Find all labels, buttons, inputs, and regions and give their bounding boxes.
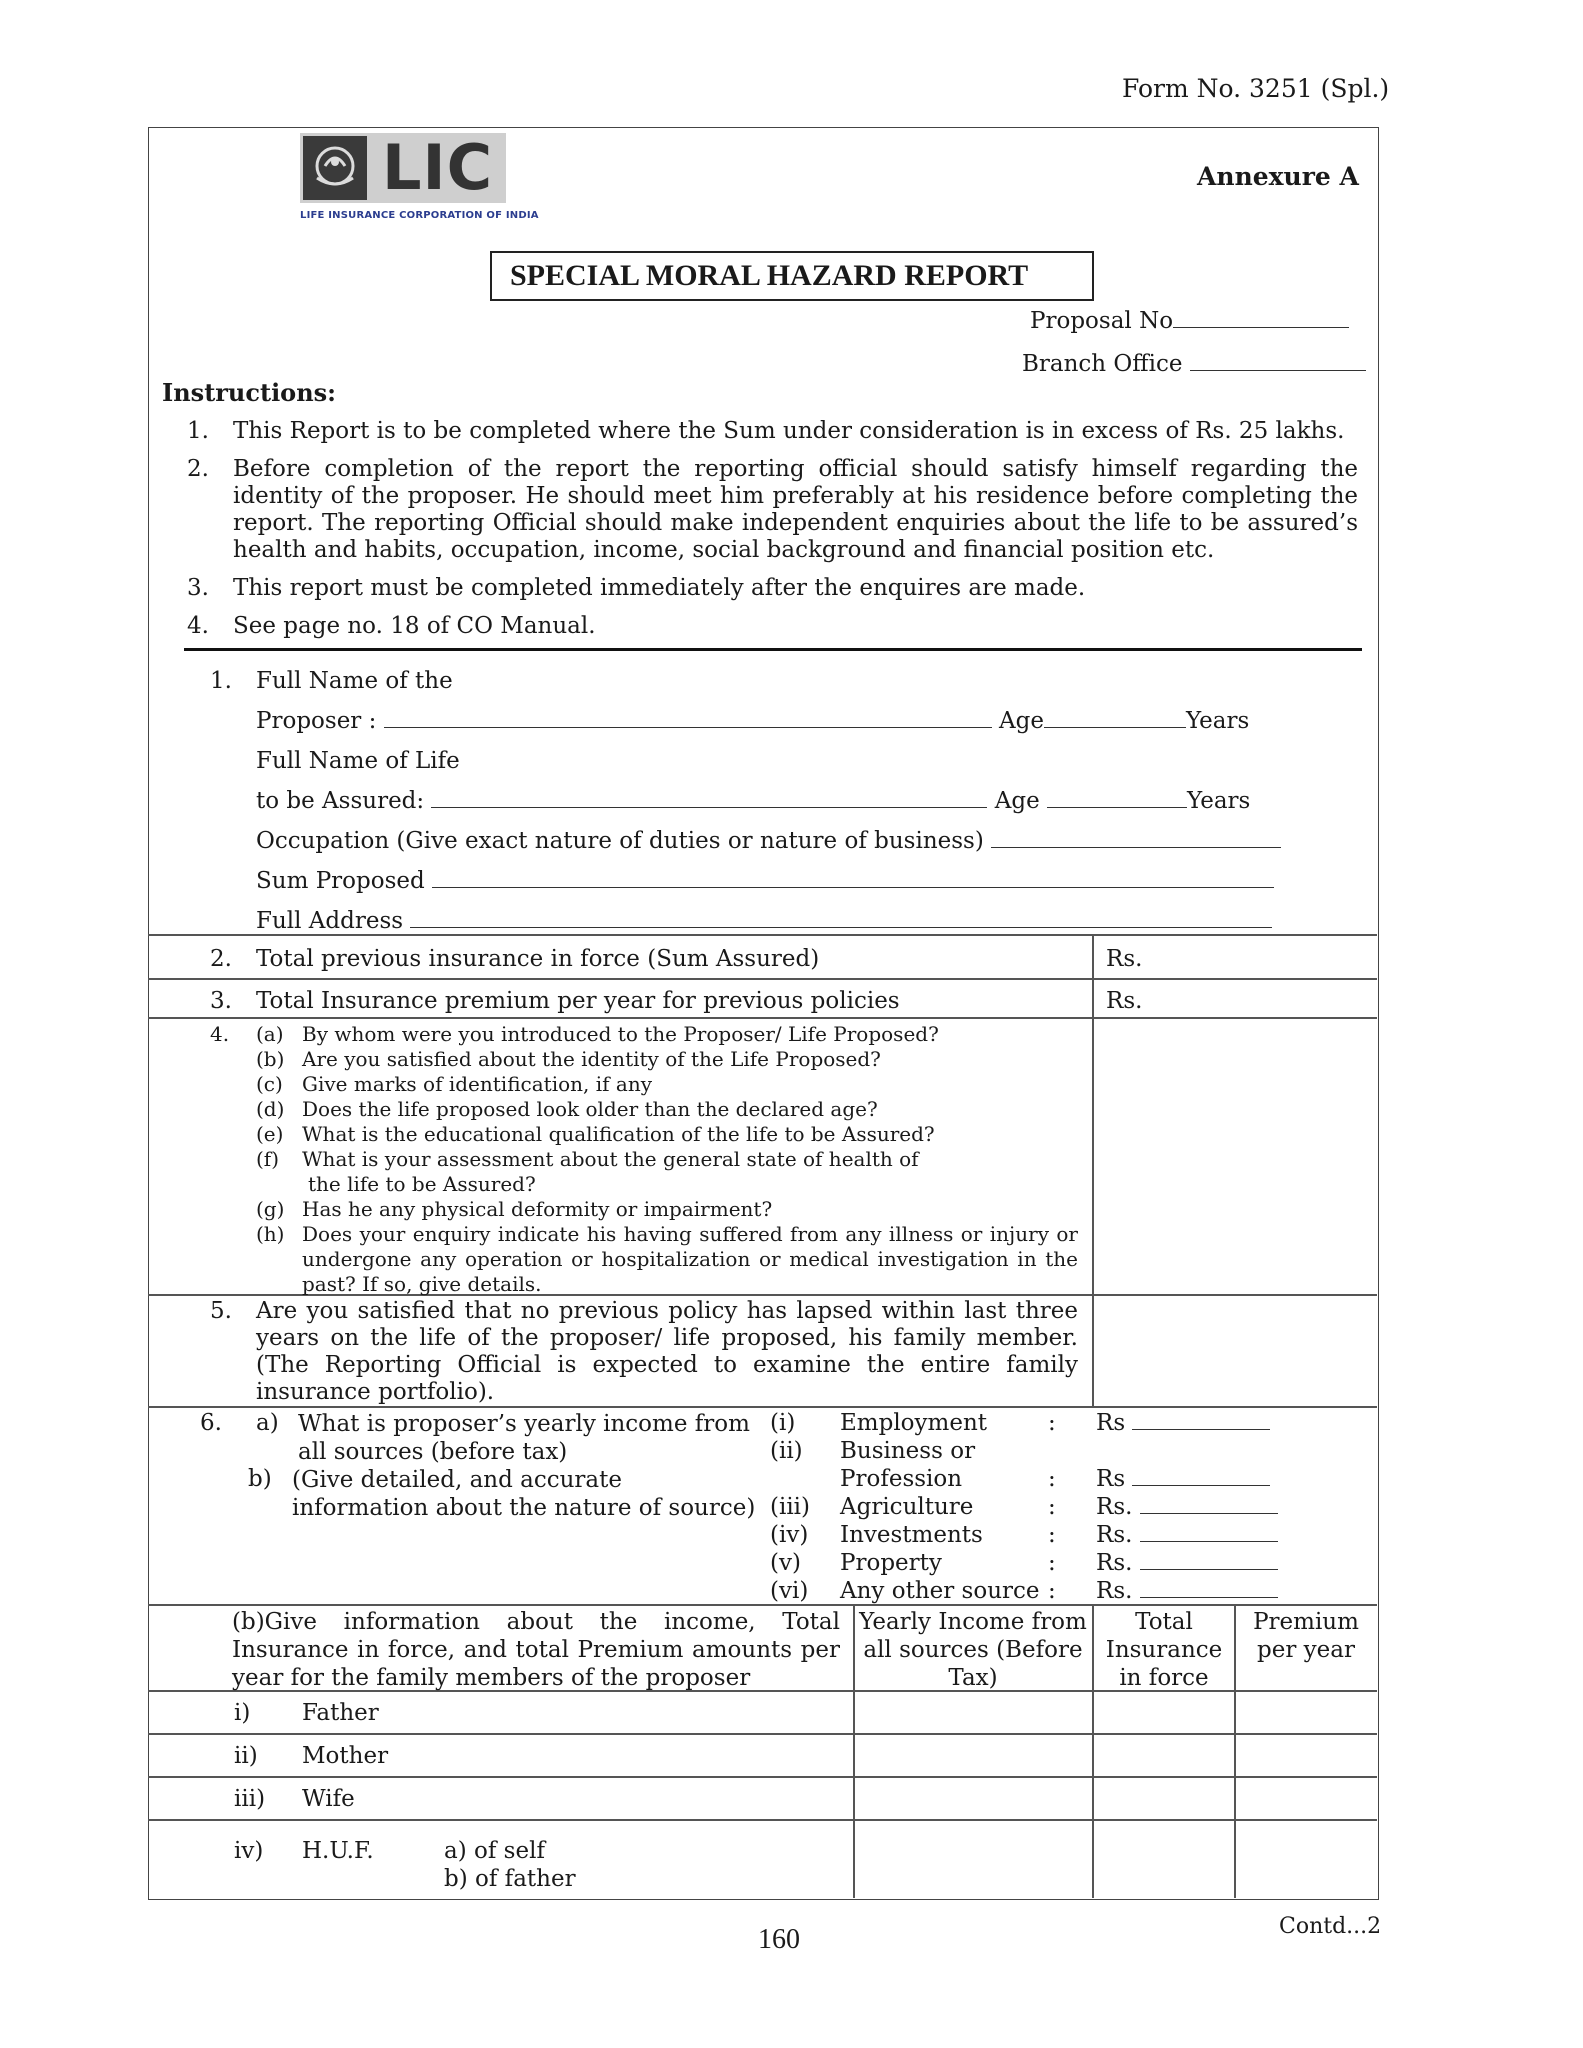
q6-b-text: (Give detailed, and accurate information about the nature of source) [292,1467,756,1521]
q2-amount-field[interactable] [1150,938,1370,974]
to-be-assured-label: to be Assured: [256,788,425,814]
family-row-num: i) [234,1700,251,1726]
family-member: Father [302,1700,379,1726]
father-premium-field[interactable] [1237,1694,1375,1731]
instruction-num: 1. [187,418,209,444]
instructions-heading: Instructions: [162,378,337,407]
q4-item-text: What is the educational qualification of the life to be Assured? [302,1122,935,1146]
form-number: Form No. 3251 (Spl.) [1122,74,1390,103]
sum-proposed-field[interactable] [432,869,1274,888]
agriculture-amount-field[interactable] [1140,1495,1278,1514]
q2-text: Total previous insurance in force (Sum Assured) [256,946,820,972]
father-insurance-field[interactable] [1095,1694,1232,1731]
huf-insurance-field[interactable] [1095,1823,1232,1896]
logo-tagline: LIFE INSURANCE CORPORATION OF INDIA [300,210,539,221]
other-source-amount-field[interactable] [1140,1579,1278,1598]
source-roman: (i) [770,1410,796,1436]
branch-office-row [1022,351,1366,377]
continued-note: Contd...2 [1279,1914,1382,1939]
branch-office-label: Branch Office [1022,351,1183,377]
huf-income-field[interactable] [856,1823,1090,1896]
source-amount-row [1096,1578,1278,1604]
family-row-num: iii) [234,1786,266,1812]
annexure-label: Annexure A [1197,162,1359,191]
page-title: SPECIAL MORAL HAZARD REPORT [510,259,1029,292]
q3-rs-label: Rs. [1106,988,1143,1014]
q4-item-text: Has he any physical deformity or impairment? [302,1197,773,1221]
life-assured-age-field[interactable] [1047,789,1187,808]
instruction-text: Before completion of the report the reporting official should satisfy himself regarding the identity of the proposer. He should meet him preferably at his residence before completing the report. The reporting Official should make independent enquiries about the life to be assured’s health and habits, occupation, income, social background and financial position etc. [233,456,1358,563]
family-row-num: iv) [234,1838,264,1864]
family-member: Mother [302,1743,389,1769]
family-member: H.U.F. [302,1838,374,1864]
source-roman: (ii) [770,1438,803,1464]
q6-b-label: b) [248,1466,272,1492]
mother-income-field[interactable] [856,1737,1090,1774]
source-label: Investments [840,1522,983,1548]
sum-proposed-row [256,868,1274,894]
source-colon: : [1048,1550,1056,1576]
investments-amount-field[interactable] [1140,1523,1278,1542]
q4-item-label: (a) [256,1022,284,1046]
huf-self: a) of self [444,1838,545,1864]
family-intro-text: (b)Give information about the income, Total Insurance in force, and total Premium amounts per year for the family members of the proposer [232,1609,840,1691]
q1-number: 1. [210,668,232,694]
wife-income-field[interactable] [856,1780,1090,1817]
row-line [148,1819,1377,1821]
row-line [148,978,1377,980]
instruction-text: This Report is to be completed where the Sum under consideration is in excess of Rs. 25 lakhs. [233,418,1345,444]
q4-item-label: (e) [256,1122,284,1146]
row-line [148,1776,1377,1778]
full-address-field[interactable] [410,909,1272,928]
q4-answer-field[interactable] [1096,1021,1371,1291]
q6-a-label: a) [256,1410,279,1436]
lic-logo [300,133,506,203]
q2-number: 2. [210,946,232,972]
source-rs-label: Rs. [1096,1550,1133,1576]
lic-emblem-icon [303,136,367,200]
source-label: Any other source [840,1578,1040,1604]
q4-item-label: (c) [256,1072,283,1096]
q4-item-label: (f) [256,1147,280,1171]
q4-item-text: Does your enquiry indicate his having suffered from any illness or injury or undergone any operation or hospitalization or medical investigation in the past? If so, give details. [302,1222,1078,1296]
logo-text: LIC [382,131,494,204]
mother-insurance-field[interactable] [1095,1737,1232,1774]
source-rs-label: Rs [1096,1410,1126,1436]
instruction-num: 4. [187,613,209,639]
q4-item-label: (g) [256,1197,285,1221]
proposal-no-label: Proposal No [1030,308,1174,334]
q5-text: Are you satisfied that no previous policy has lapsed within last three years on the life of the proposer/ life proposed, his family member. (The Reporting Official is expected to examine the entire family insurance portfolio). [256,1298,1078,1405]
q3-text: Total Insurance premium per year for previous policies [256,988,900,1014]
age-label: Age [998,708,1044,734]
source-amount-row [1096,1522,1278,1548]
life-assured-row [256,788,1250,814]
row-line [148,1604,1377,1606]
source-roman: (vi) [770,1578,809,1604]
q4-item-text: Are you satisfied about the identity of the Life Proposed? [302,1047,881,1071]
source-label: Property [840,1550,942,1576]
q4-item-label: (b) [256,1047,285,1071]
q1-full-name-label: Full Name of the [256,668,453,694]
q4-item-text: the life to be Assured? [308,1172,536,1196]
source-roman: (iii) [770,1494,811,1520]
q5-answer-field[interactable] [1096,1298,1371,1402]
yearly-income-header: Yearly Income from all sources (Before Tax) [859,1609,1087,1691]
source-amount-row [1096,1410,1270,1436]
column-line [1092,934,1094,1406]
source-amount-row [1096,1466,1270,1492]
column-line [853,1604,855,1898]
row-line [148,1406,1377,1408]
q6-number: 6. [200,1410,222,1436]
instruction-num: 3. [187,575,209,601]
family-member: Wife [302,1786,355,1812]
q4-item-text: Give marks of identification, if any [302,1072,652,1096]
property-amount-field[interactable] [1140,1551,1278,1570]
occupation-row [256,828,1281,854]
employment-amount-field[interactable] [1132,1411,1270,1430]
sum-proposed-label: Sum Proposed [256,868,425,894]
title-box [490,251,1094,301]
q3-number: 3. [210,988,232,1014]
row-line [148,934,1377,936]
source-colon: : [1048,1410,1056,1436]
father-income-field[interactable] [856,1694,1090,1731]
source-colon: : [1048,1494,1056,1520]
huf-premium-field[interactable] [1237,1823,1375,1896]
age-label: Age [994,788,1040,814]
q4-item-text: By whom were you introduced to the Proposer/ Life Proposed? [302,1022,939,1046]
years-label: Years [1187,788,1251,814]
instruction-text: This report must be completed immediately after the enquires are made. [233,575,1086,601]
source-colon: : [1048,1522,1056,1548]
full-address-row [256,908,1272,934]
q3-amount-field[interactable] [1150,981,1370,1014]
row-line [148,1733,1377,1735]
column-line [1092,1604,1094,1898]
full-address-label: Full Address [256,908,404,934]
proposal-no-field[interactable] [1173,309,1349,328]
proposer-name-row [256,708,1249,734]
source-amount-row [1096,1494,1278,1520]
q4-item-label: (h) [256,1222,285,1246]
total-insurance-header: Total Insurance in force [1105,1609,1223,1691]
source-colon: : [1048,1578,1056,1604]
life-assured-label: Full Name of Life [256,748,460,774]
source-rs-label: Rs. [1096,1578,1133,1604]
instruction-text: See page no. 18 of CO Manual. [233,613,596,639]
source-amount-row [1096,1550,1278,1576]
q4-item-text: Does the life proposed look older than the declared age? [302,1097,878,1121]
business-amount-field[interactable] [1132,1467,1270,1486]
column-line [1234,1604,1236,1898]
source-rs-label: Rs. [1096,1494,1133,1520]
family-row-num: ii) [234,1743,258,1769]
proposer-label: Proposer : [256,708,377,734]
life-assured-name-field[interactable] [431,789,987,808]
premium-header: Premium per year [1253,1609,1359,1663]
source-label: Employment [840,1410,987,1436]
source-colon: : [1048,1466,1056,1492]
source-label: Business or [840,1438,976,1464]
q2-rs-label: Rs. [1106,946,1143,972]
q4-item-text: What is your assessment about the general state of health of [302,1147,919,1171]
source-label: Agriculture [840,1494,974,1520]
proposer-name-field[interactable] [384,709,992,728]
source-roman: (iv) [770,1522,809,1548]
source-rs-label: Rs. [1096,1522,1133,1548]
wife-insurance-field[interactable] [1095,1780,1232,1817]
proposer-age-field[interactable] [1044,709,1186,728]
wife-premium-field[interactable] [1237,1780,1375,1817]
section-divider [184,648,1362,651]
occupation-label: Occupation (Give exact nature of duties or nature of business) [256,828,984,854]
proposal-no-row [1030,308,1349,334]
q4-number: 4. [210,1022,230,1046]
q6-a-text: What is proposer’s yearly income from all sources (before tax) [298,1411,750,1465]
instruction-num: 2. [187,456,209,482]
q5-number: 5. [210,1298,232,1324]
q4-item-label: (d) [256,1097,285,1121]
source-roman: (v) [770,1550,801,1576]
mother-premium-field[interactable] [1237,1737,1375,1774]
source-rs-label: Rs [1096,1466,1126,1492]
branch-office-field[interactable] [1190,352,1366,371]
page-number: 160 [758,1924,800,1955]
years-label: Years [1185,708,1250,734]
occupation-field[interactable] [991,829,1281,848]
row-line [148,1017,1377,1019]
huf-father: b) of father [444,1866,576,1892]
source-label: Profession [840,1466,963,1492]
